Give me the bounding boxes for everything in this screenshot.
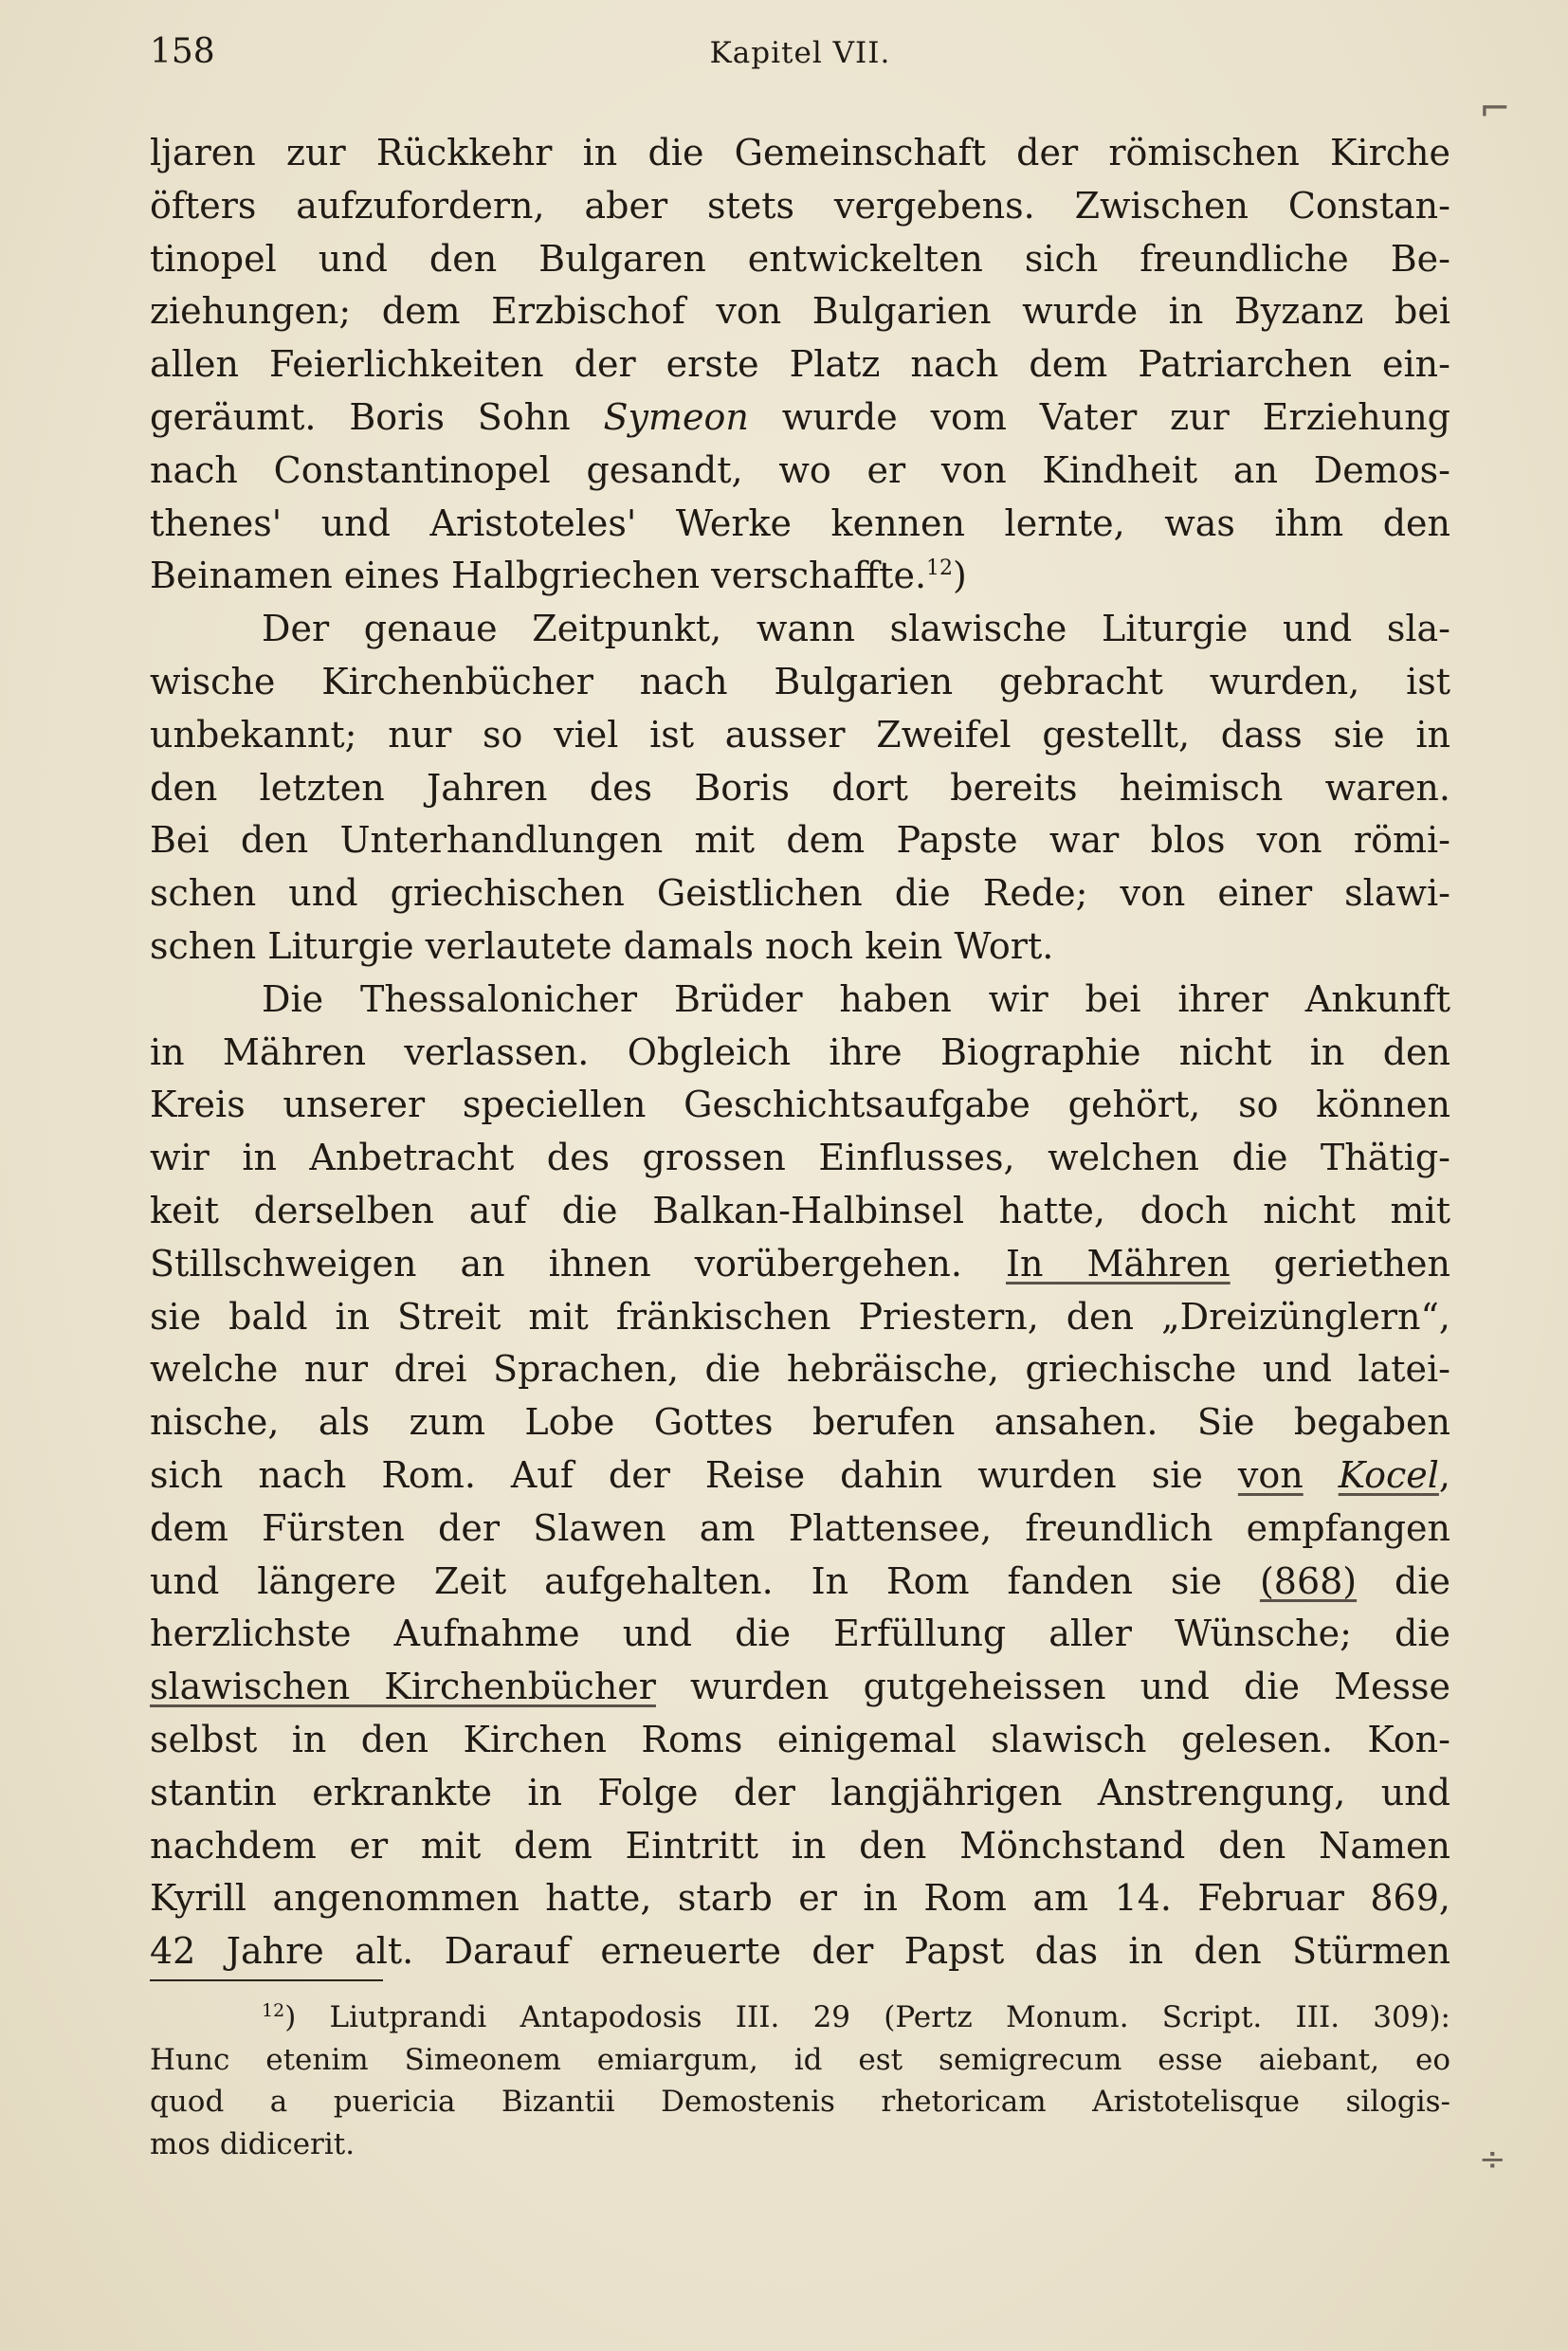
text-line: unbekannt; nur so viel ist ausser Zweifel gestellt, dass sie in bbox=[150, 713, 1450, 756]
text-segment: sich nach Rom. Auf der Reise dahin wurden sie bbox=[150, 1453, 1238, 1496]
paragraph-start-line: Der genaue Zeitpunkt, wann slawische Liturgie und sla- bbox=[262, 608, 1450, 650]
text-line bbox=[150, 1661, 1450, 1714]
page-number: 158 bbox=[150, 32, 215, 71]
footnote-line: Hunc etenim Simeonem emiargum, id est semigrecum esse aiebant, eo bbox=[150, 2042, 1450, 2077]
footnote-line bbox=[150, 1996, 1450, 2039]
text-segment: , bbox=[1438, 1453, 1450, 1496]
text-segment: Stillschweigen an ihnen vorübergehen. bbox=[150, 1242, 1006, 1285]
footnote bbox=[150, 1996, 1450, 2165]
text-segment: Beinamen eines Halbgriechen verschaffte. bbox=[150, 555, 927, 597]
text-segment: ) Liutprandi Antapodosis III. 29 (Pertz Monum. Script. III. 309): bbox=[284, 2000, 1450, 2034]
text-segment: wurden gutgeheissen und die Messe bbox=[655, 1666, 1450, 1708]
text-line: nische, als zum Lobe Gottes berufen ansahen. Sie begaben bbox=[150, 1401, 1450, 1444]
text-line: herzlichste Aufnahme und die Erfüllung aller Wünsche; die bbox=[150, 1613, 1450, 1655]
text-line: in Mähren verlassen. Obgleich ihre Biographie nicht in den bbox=[150, 1030, 1450, 1073]
text-segment: ) bbox=[953, 555, 967, 597]
running-head bbox=[150, 32, 1450, 89]
text-segment: wurde vom Vater zur Erziehung bbox=[748, 395, 1450, 438]
text-line: den letzten Jahren des Boris dort bereits heimisch waren. bbox=[150, 766, 1450, 809]
text-segment: und längere Zeit aufgehalten. In Rom fanden sie bbox=[150, 1559, 1260, 1602]
text-segment: die bbox=[1357, 1559, 1450, 1602]
text-line: stantin erkrankte in Folge der langjährigen Anstrengung, und bbox=[150, 1771, 1450, 1813]
text-line: Kreis unserer speciellen Geschichtsaufgabe gehört, so können bbox=[150, 1084, 1450, 1126]
text-segment: geriethen bbox=[1230, 1242, 1450, 1285]
text-line: wir in Anbetracht des grossen Einflusses, welchen die Thätig- bbox=[150, 1137, 1450, 1179]
text-line: nachdem er mit dem Eintritt in den Mönchstand den Namen bbox=[150, 1824, 1450, 1867]
text-line: nach Constantinopel gesandt, wo er von Kindheit an Demos- bbox=[150, 448, 1450, 491]
footnote-marker: 12 bbox=[262, 2000, 285, 2021]
footnote-line: mos didicerit. bbox=[150, 2126, 356, 2161]
text-line bbox=[150, 1238, 1450, 1291]
paragraph-start-line: Die Thessalonicher Brüder haben wir bei ihrer Ankunft bbox=[262, 977, 1450, 1020]
underlined-phrase: In Mähren bbox=[1006, 1242, 1231, 1285]
body-text bbox=[150, 127, 1450, 1978]
text-line: dem Fürsten der Slawen am Plattensee, freundlich empfangen bbox=[150, 1506, 1450, 1549]
text-line: öfters aufzufordern, aber stets vergebens. Zwischen Constan- bbox=[150, 184, 1450, 227]
text-line: Kyrill angenommen hatte, starb er in Rom am 14. Februar 869, bbox=[150, 1877, 1450, 1920]
text-line: keit derselben auf die Balkan-Halbinsel hatte, doch nicht mit bbox=[150, 1189, 1450, 1231]
text-line: Bei den Unterhandlungen mit dem Papste war blos von römi- bbox=[150, 819, 1450, 862]
text-line bbox=[150, 550, 1450, 603]
text-line: sie bald in Streit mit fränkischen Priestern, den „Dreizünglern“, bbox=[150, 1295, 1450, 1338]
text-line bbox=[150, 392, 1450, 445]
text-line bbox=[150, 1556, 1450, 1609]
chapter-title: Kapitel VII. bbox=[709, 36, 891, 70]
text-line: selbst in den Kirchen Roms einigemal slawisch gelesen. Kon- bbox=[150, 1718, 1450, 1760]
underlined-phrase: slawischen Kirchenbücher bbox=[150, 1666, 656, 1708]
text-line: schen und griechischen Geistlichen die Rede; von einer slawi- bbox=[150, 872, 1450, 915]
footnote-divider bbox=[150, 1979, 383, 1981]
text-line: tinopel und den Bulgaren entwickelten sich freundliche Be- bbox=[150, 237, 1450, 280]
text-line bbox=[150, 1449, 1450, 1503]
text-line: 42 Jahre alt. Darauf erneuerte der Papst das in den Stürmen bbox=[150, 1930, 1450, 1973]
text-line: welche nur drei Sprachen, die hebräische, griechische und latei- bbox=[150, 1348, 1450, 1391]
underlined-phrase: von bbox=[1237, 1453, 1304, 1496]
margin-pencil-mark-icon: ÷ bbox=[1479, 2141, 1506, 2178]
text-segment: geräumt. Boris Sohn bbox=[150, 395, 604, 438]
text-line: ljaren zur Rückkehr in die Gemeinschaft der römischen Kirche bbox=[150, 132, 1450, 173]
margin-pencil-mark-icon: ⌐ bbox=[1479, 87, 1511, 131]
footnote-reference: 12 bbox=[926, 556, 954, 581]
text-line: wische Kirchenbücher nach Bulgarien gebracht wurden, ist bbox=[150, 660, 1450, 702]
text-line: ziehungen; dem Erzbischof von Bulgarien wurde in Byzanz bei bbox=[150, 290, 1450, 333]
footnote-line: quod a puericia Bizantii Demostenis rhetoricam Aristotelisque silogis- bbox=[150, 2085, 1450, 2120]
text-line: schen Liturgie verlautete damals noch kein Wort. bbox=[150, 924, 1054, 967]
underlined-year: (868) bbox=[1259, 1559, 1358, 1602]
text-line: thenes' und Aristoteles' Werke kennen lernte, was ihm den bbox=[150, 501, 1450, 544]
text-line: allen Feierlichkeiten der erste Platz nach dem Patriarchen ein- bbox=[150, 343, 1450, 386]
person-name-symeon: Symeon bbox=[603, 395, 749, 438]
person-name-kocel: Kocel bbox=[1338, 1453, 1439, 1496]
